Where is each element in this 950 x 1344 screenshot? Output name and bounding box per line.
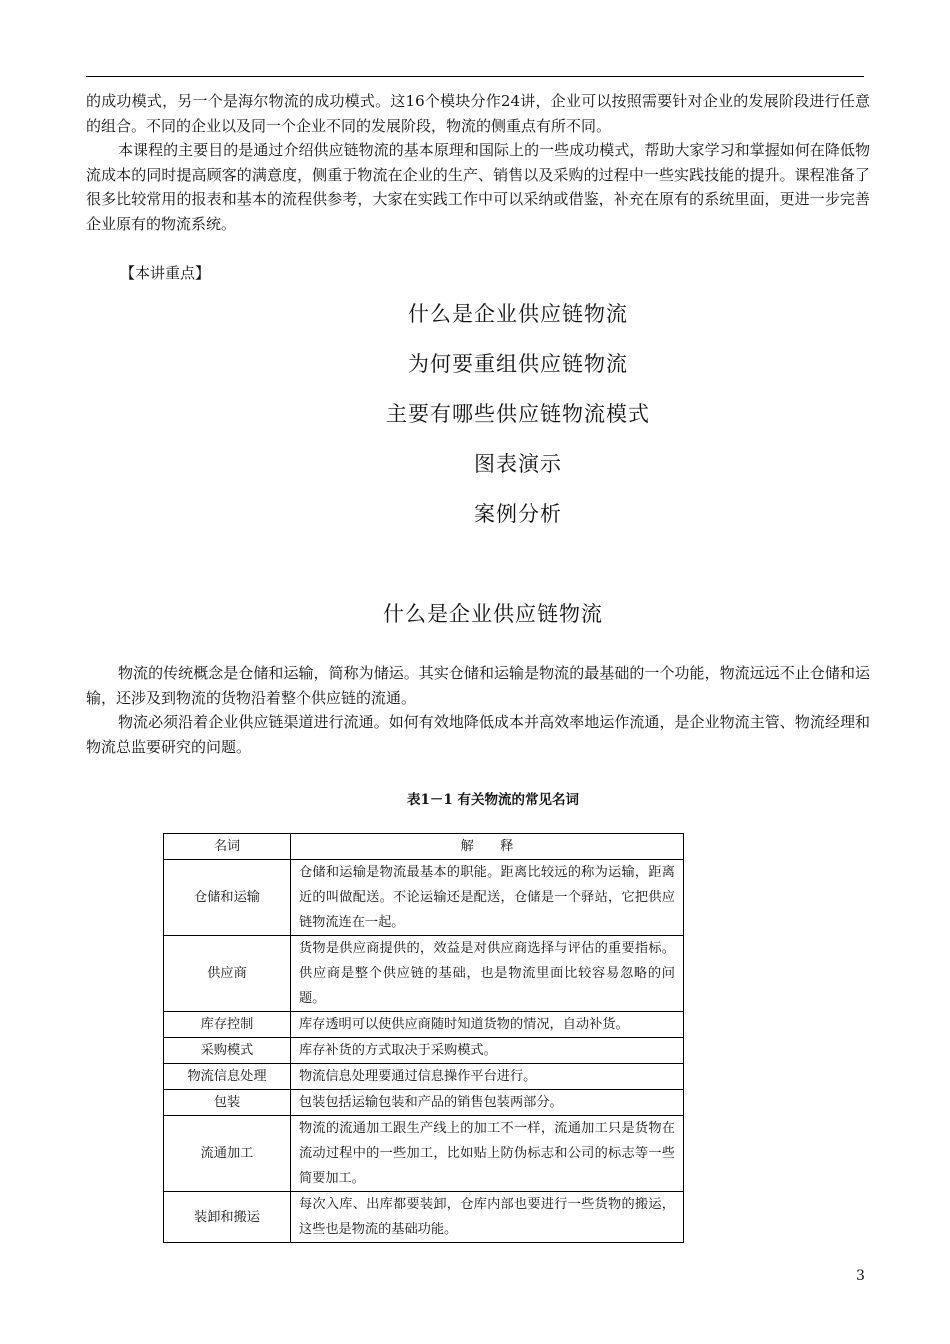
description-cell: 物流的流通加工跟生产线上的加工不一样，流通加工只是货物在流动过程中的一些加工，比如贴上防伪标志和公司的标志等一些简要加工。	[291, 1116, 684, 1192]
description-cell: 每次入库、出库都要装卸，仓库内部也要进行一些货物的搬运，这些也是物流的基础功能。	[291, 1192, 684, 1243]
page-number: 3	[856, 1268, 865, 1284]
term-cell: 流通加工	[164, 1116, 291, 1192]
description-cell: 库存补货的方式取决于采购模式。	[291, 1038, 684, 1064]
key-points-label: 【本讲重点】	[120, 264, 211, 282]
key-point-item: 主要有哪些供应链物流模式	[386, 402, 650, 426]
description-cell: 库存透明可以使供应商随时知道货物的情况，自动补货。	[291, 1012, 684, 1038]
section-paragraph-1: 物流的传统概念是仓储和运输，简称为储运。其实仓储和运输是物流的最基础的一个功能，物流远远不止仓储和运输，还涉及到物流的货物沿着整个供应链的流通。	[86, 664, 870, 707]
term-cell: 包装	[164, 1090, 291, 1116]
intro-paragraph-1: 的成功模式，另一个是海尔物流的成功模式。这16个模块分作24讲，企业可以按照需要针对企业的发展阶段进行任意的组合。不同的企业以及同一个企业不同的发展阶段，物流的侧重点有所不同。	[86, 92, 870, 135]
key-point-item: 什么是企业供应链物流	[408, 302, 628, 326]
header-rule	[86, 76, 864, 77]
term-cell: 仓储和运输	[164, 860, 291, 936]
table-row	[164, 1064, 684, 1090]
table-row	[164, 1038, 684, 1064]
table-row	[164, 1192, 684, 1243]
term-cell: 装卸和搬运	[164, 1192, 291, 1243]
terms-table	[163, 833, 684, 1243]
column-header-term: 名词	[164, 834, 291, 860]
table-row	[164, 936, 684, 1012]
description-cell: 仓储和运输是物流最基本的职能。距离比较远的称为运输，距离近的叫做配送。不论运输还是配送，仓储是一个驿站，它把供应链物流连在一起。	[291, 860, 684, 936]
term-cell: 物流信息处理	[164, 1064, 291, 1090]
key-point-item: 案例分析	[474, 502, 562, 526]
term-cell: 库存控制	[164, 1012, 291, 1038]
key-point-item: 为何要重组供应链物流	[408, 352, 628, 376]
description-cell: 物流信息处理要通过信息操作平台进行。	[291, 1064, 684, 1090]
section-paragraph-2: 物流必须沿着企业供应链渠道进行流通。如何有效地降低成本并高效率地运作流通，是企业物流主管、物流经理和物流总监要研究的问题。	[86, 713, 870, 756]
section-heading: 什么是企业供应链物流	[383, 602, 603, 626]
key-point-item: 图表演示	[474, 452, 562, 476]
intro-paragraph-2: 本课程的主要目的是通过介绍供应链物流的基本原理和国际上的一些成功模式，帮助大家学习和掌握如何在降低物流成本的同时提高顾客的满意度，侧重于物流在企业的生产、销售以及采购的过程中一些实践技能的提升。课程准备了很多比较常用的报表和基本的流程供参考，大家在实践工作中可以采纳或借鉴，补充在原有的系统里面，更进一步完善企业原有的物流系统。	[86, 141, 870, 233]
term-cell: 采购模式	[164, 1038, 291, 1064]
table-row	[164, 860, 684, 936]
table-row	[164, 1116, 684, 1192]
table-caption: 表1－1 有关物流的常见名词	[407, 792, 579, 808]
description-cell: 包装包括运输包装和产品的销售包装两部分。	[291, 1090, 684, 1116]
table-header-row	[164, 834, 684, 860]
column-header-explanation: 解 释	[291, 834, 684, 860]
description-cell: 货物是供应商提供的，效益是对供应商选择与评估的重要指标。供应商是整个供应链的基础，也是物流里面比较容易忽略的问题。	[291, 936, 684, 1012]
table-row	[164, 1012, 684, 1038]
table-row	[164, 1090, 684, 1116]
term-cell: 供应商	[164, 936, 291, 1012]
